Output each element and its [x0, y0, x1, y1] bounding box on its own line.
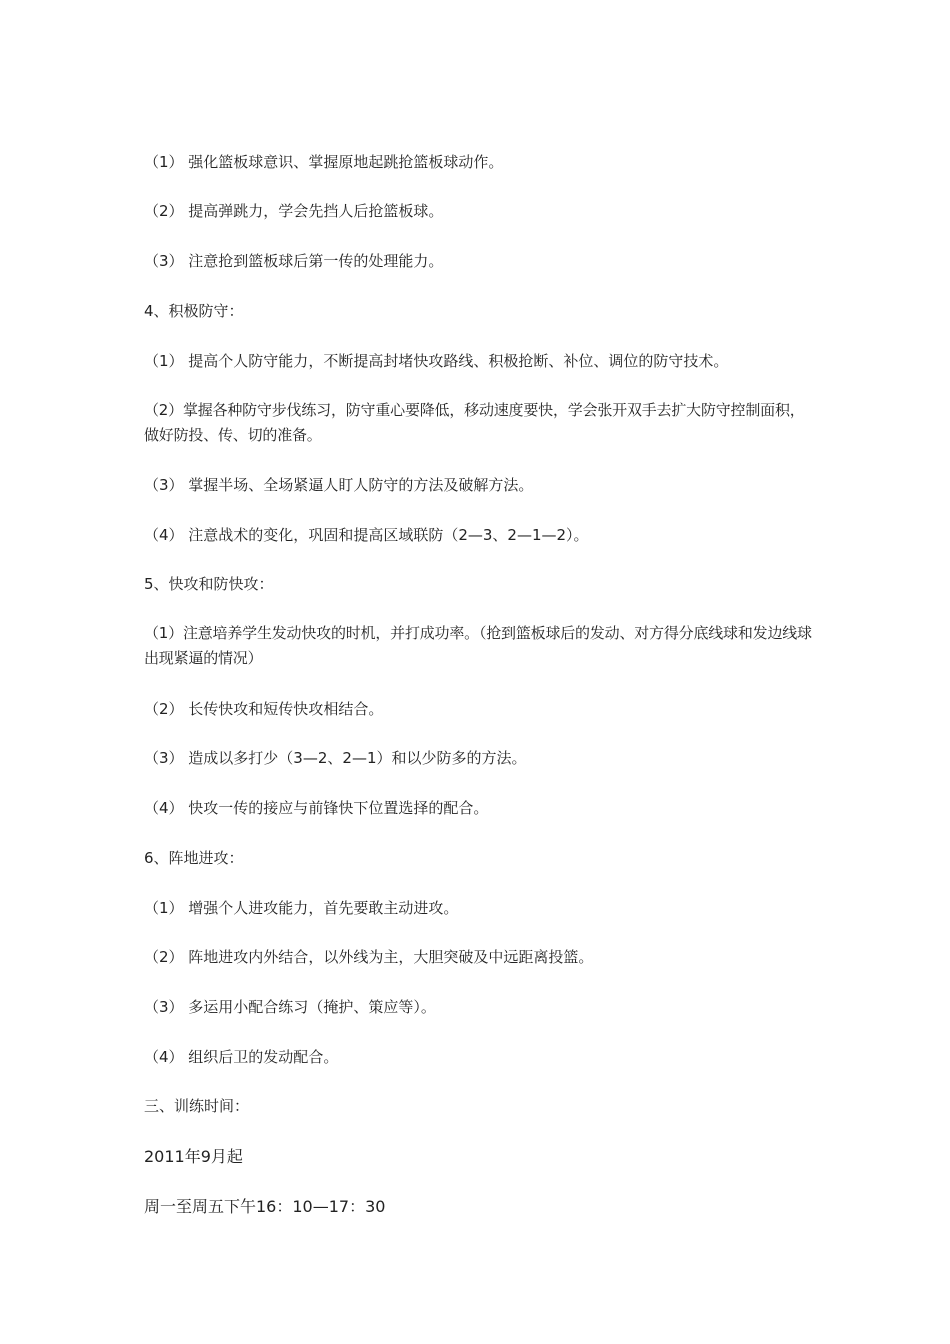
- paragraph-defense-4: （4） 注意战术的变化，巩固和提高区域联防（2—3、2—1—2）。: [144, 526, 589, 544]
- paragraph-fastbreak-4: （4） 快攻一传的接应与前锋快下位置选择的配合。: [144, 799, 489, 817]
- paragraph-rebound-2: （2） 提高弹跳力，学会先挡人后抢篮板球。: [144, 202, 444, 220]
- paragraph-fastbreak-3: （3） 造成以多打少（3—2、2—1）和以少防多的方法。: [144, 749, 527, 767]
- paragraph-offense-3: （3） 多运用小配合练习（掩护、策应等）。: [144, 998, 436, 1016]
- paragraph-fastbreak-2: （2） 长传快攻和短传快攻相结合。: [144, 700, 384, 718]
- paragraph-rebound-3: （3） 注意抢到篮板球后第一传的处理能力。: [144, 252, 444, 270]
- paragraph-defense-1: （1） 提高个人防守能力，不断提高封堵快攻路线、积极抢断、补位、调位的防守技术。: [144, 352, 729, 370]
- section-heading-fastbreak: 5、快攻和防快攻：: [144, 575, 274, 593]
- paragraph-offense-4: （4） 组织后卫的发动配合。: [144, 1048, 339, 1066]
- training-start-date: 2011年9月起: [144, 1147, 243, 1166]
- paragraph-fastbreak-1: （1）注意培养学生发动快攻的时机，并打成功率。（抢到篮板球后的发动、对方得分底线球和发边线球出现紧逼的情况）: [144, 624, 812, 667]
- paragraph-rebound-1: （1） 强化篮板球意识、掌握原地起跳抢篮板球动作。: [144, 153, 504, 171]
- training-schedule: 周一至周五下午16：10—17：30: [144, 1197, 386, 1216]
- section-heading-positional-offense: 6、阵地进攻：: [144, 849, 244, 867]
- paragraph-offense-1: （1） 增强个人进攻能力，首先要敢主动进攻。: [144, 899, 459, 917]
- section-heading-training-time: 三、训练时间：: [144, 1097, 250, 1115]
- paragraph-defense-2: （2）掌握各种防守步伐练习，防守重心要降低，移动速度要快，学会张开双手去扩大防守控制面积，做好防投、传、切的准备。: [144, 401, 805, 444]
- paragraph-offense-2: （2） 阵地进攻内外结合，以外线为主，大胆突破及中远距离投篮。: [144, 948, 594, 966]
- section-heading-defense: 4、积极防守：: [144, 302, 244, 320]
- paragraph-defense-3: （3） 掌握半场、全场紧逼人盯人防守的方法及破解方法。: [144, 476, 534, 494]
